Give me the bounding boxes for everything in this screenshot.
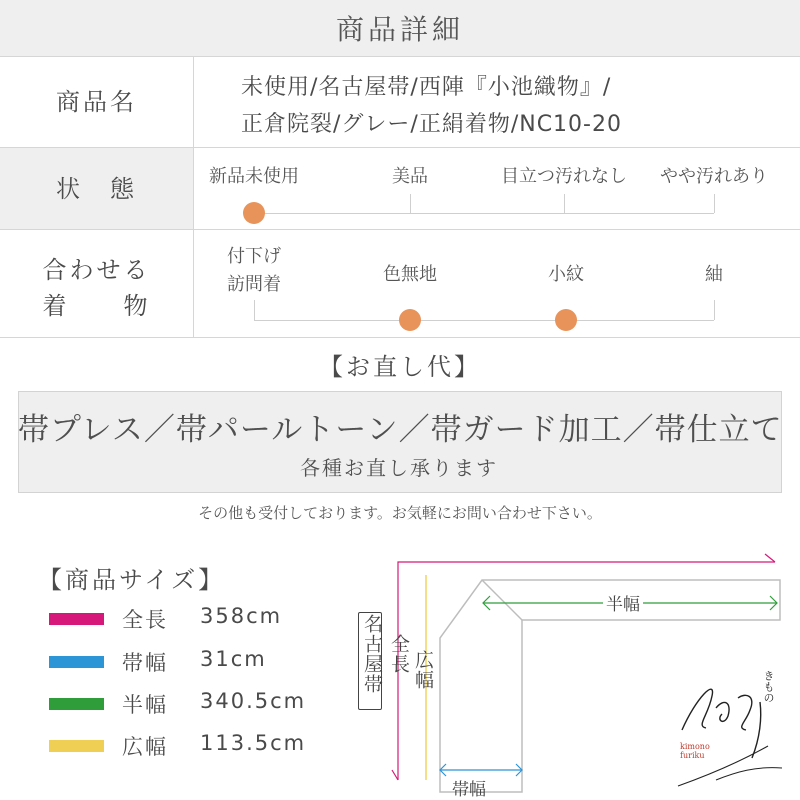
condition-value-cell [194, 148, 800, 229]
matching-scale-line [254, 320, 714, 321]
condition-option-new: 新品未使用 [209, 166, 299, 187]
matching-option-tsukesage-line-2: 訪問着 [227, 274, 281, 295]
legend-swatch-wide-width [49, 740, 104, 752]
condition-option-no-stains: 目立つ汚れなし [501, 166, 627, 187]
matching-label [0, 250, 193, 326]
legend-name-obi-width: 帯幅 [122, 651, 168, 675]
legend-name-full-length: 全長 [122, 608, 168, 632]
header-title: 商品詳細 [335, 13, 464, 46]
legend-value-half-width: 340.5cm [200, 689, 307, 713]
condition-option-slight-stains: やや汚れあり [660, 166, 768, 187]
condition-label: 状 態 [56, 174, 137, 203]
matching-option-tsumugi: 紬 [705, 264, 723, 285]
contact-note: その他も受付しております。お気軽にお問い合わせ下さい。 [198, 504, 602, 522]
legend-swatch-half-width [49, 698, 104, 710]
matching-option-komon: 小紋 [548, 264, 584, 285]
legend-swatch-obi-width [49, 656, 104, 668]
size-title: 【商品サイズ】 [38, 566, 226, 594]
matching-tick [714, 300, 715, 320]
matching-selected-dot [555, 309, 577, 331]
product-name-label: 商品名 [56, 88, 137, 116]
legend-value-wide-width: 113.5cm [200, 731, 307, 755]
diagram-wide-width-label: 広幅 [412, 650, 434, 690]
brand-logo [676, 668, 786, 788]
condition-selected-dot [243, 202, 265, 224]
brand-name-line-1: kimono [680, 742, 710, 751]
matching-label-line-1: 合わせる [42, 256, 151, 284]
diagram-half-width-label: 半幅 [603, 590, 643, 615]
brand-name-line-2: furiku [680, 751, 705, 760]
condition-tick [714, 194, 715, 213]
condition-tick [410, 194, 411, 213]
diagram-full-length-label: 全長 [388, 634, 410, 674]
matching-tick [254, 300, 255, 320]
obi-type-label: 名古屋帯 [361, 614, 383, 694]
full-length-arrow-start [392, 770, 398, 780]
legend-name-half-width: 半幅 [122, 693, 168, 717]
diagram-obi-width-label: 帯幅 [452, 780, 486, 800]
repair-title: 【お直し代】 [319, 353, 481, 381]
row-separator [0, 229, 800, 230]
condition-scale-line [254, 213, 714, 214]
full-length-arrow-end [765, 554, 775, 562]
legend-swatch-full-length [49, 613, 104, 625]
section-header [0, 0, 800, 57]
repair-services: 帯プレス／帯パールトーン／帯ガード加工／帯仕立て [18, 412, 783, 448]
condition-tick [564, 194, 565, 213]
brand-name [680, 742, 710, 760]
legend-name-wide-width: 広幅 [122, 735, 168, 759]
brand-kana: きもの [762, 670, 775, 703]
matching-option-iromuji: 色無地 [383, 264, 437, 285]
repair-subtext: 各種お直し承ります [300, 456, 498, 480]
matching-option-tsukesage [227, 243, 281, 299]
row-separator [0, 337, 800, 338]
matching-option-tsukesage-line-1: 付下げ [227, 246, 281, 267]
matching-label-line-2: 着 物 [42, 292, 151, 320]
matching-selected-dot [399, 309, 421, 331]
product-name-line-1: 未使用/名古屋帯/西陣『小池織物』/ [241, 75, 612, 100]
product-name-line-2: 正倉院裂/グレー/正絹着物/NC10-20 [241, 112, 622, 137]
legend-value-obi-width: 31cm [200, 647, 267, 671]
condition-option-good: 美品 [392, 166, 428, 187]
legend-value-full-length: 358cm [200, 604, 283, 628]
